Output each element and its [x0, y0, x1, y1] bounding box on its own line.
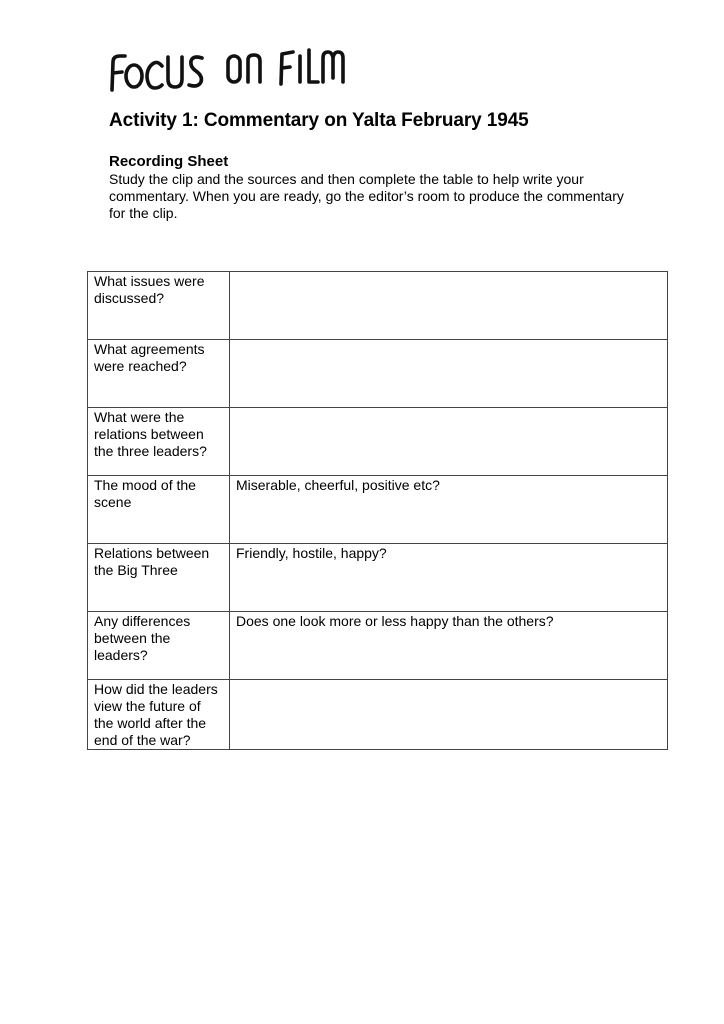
answer-cell[interactable]: [230, 680, 668, 750]
answer-cell[interactable]: [230, 408, 668, 476]
question-cell: What were the relations between the three leaders?: [88, 408, 230, 476]
question-cell: How did the leaders view the future of the world after the end of the war?: [88, 680, 230, 750]
recording-table: [87, 271, 668, 750]
question-cell: Any differences between the leaders?: [88, 612, 230, 680]
activity-title: Activity 1: Commentary on Yalta February 1945: [109, 110, 529, 131]
instructions-text: Study the clip and the sources and then complete the table to help write your commentary. When you are ready, go the editor’s room to produce the commentary for the clip.: [109, 171, 624, 221]
answer-cell[interactable]: [230, 340, 668, 408]
table-row: [88, 476, 668, 544]
recording-sheet-heading: Recording Sheet: [109, 153, 229, 170]
table-row: [88, 680, 668, 750]
question-cell: The mood of the scene: [88, 476, 230, 544]
focus-on-film-logo: [108, 40, 348, 98]
question-cell: What issues were discussed?: [88, 272, 230, 340]
table-row: [88, 544, 668, 612]
answer-cell[interactable]: Friendly, hostile, happy?: [230, 544, 668, 612]
question-cell: Relations between the Big Three: [88, 544, 230, 612]
answer-cell[interactable]: Miserable, cheerful, positive etc?: [230, 476, 668, 544]
table-row: [88, 340, 668, 408]
question-cell: What agreements were reached?: [88, 340, 230, 408]
table-row: [88, 612, 668, 680]
table-row: [88, 272, 668, 340]
table-row: [88, 408, 668, 476]
answer-cell[interactable]: [230, 272, 668, 340]
answer-cell[interactable]: Does one look more or less happy than the others?: [230, 612, 668, 680]
